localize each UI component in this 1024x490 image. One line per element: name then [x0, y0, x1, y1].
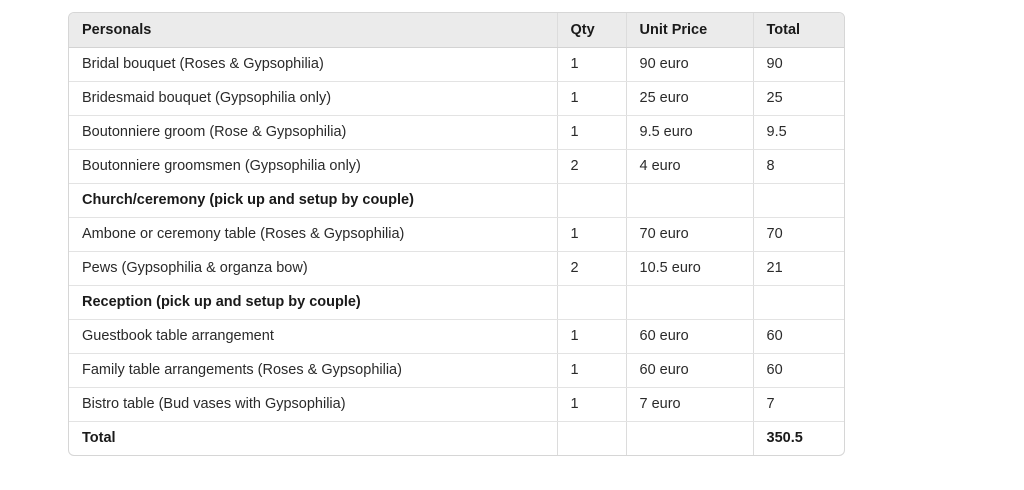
cell-total: 21: [753, 251, 844, 285]
cell-unit-price: 60 euro: [626, 319, 753, 353]
cell-qty: 1: [557, 353, 626, 387]
cell-item: Church/ceremony (pick up and setup by couple): [69, 183, 557, 217]
price-table: [69, 13, 844, 455]
cell-item: Boutonniere groom (Rose & Gypsophilia): [69, 115, 557, 149]
header-total: Total: [753, 13, 844, 47]
table-row: [69, 149, 844, 183]
cell-item: Bridal bouquet (Roses & Gypsophilia): [69, 47, 557, 81]
cell-total: 60: [753, 353, 844, 387]
cell-total: 25: [753, 81, 844, 115]
cell-unit-price: [626, 421, 753, 455]
cell-item: Boutonniere groomsmen (Gypsophilia only): [69, 149, 557, 183]
table-body: [69, 47, 844, 455]
table-row: [69, 251, 844, 285]
cell-item: Ambone or ceremony table (Roses & Gypsophilia): [69, 217, 557, 251]
cell-unit-price: [626, 183, 753, 217]
cell-total: [753, 285, 844, 319]
cell-qty: 1: [557, 217, 626, 251]
cell-unit-price: 60 euro: [626, 353, 753, 387]
table-row: [69, 353, 844, 387]
header-qty: Qty: [557, 13, 626, 47]
cell-qty: [557, 285, 626, 319]
table-row: [69, 319, 844, 353]
cell-qty: 1: [557, 387, 626, 421]
cell-item: Family table arrangements (Roses & Gypsophilia): [69, 353, 557, 387]
header-personals: Personals: [69, 13, 557, 47]
cell-unit-price: 90 euro: [626, 47, 753, 81]
cell-unit-price: [626, 285, 753, 319]
cell-item: Pews (Gypsophilia & organza bow): [69, 251, 557, 285]
cell-total: 60: [753, 319, 844, 353]
cell-item: Total: [69, 421, 557, 455]
section-row: [69, 183, 844, 217]
cell-total: 9.5: [753, 115, 844, 149]
total-row: [69, 421, 844, 455]
cell-unit-price: 70 euro: [626, 217, 753, 251]
cell-unit-price: 25 euro: [626, 81, 753, 115]
section-row: [69, 285, 844, 319]
table-row: [69, 81, 844, 115]
table-row: [69, 47, 844, 81]
cell-item: Bistro table (Bud vases with Gypsophilia): [69, 387, 557, 421]
cell-item: Reception (pick up and setup by couple): [69, 285, 557, 319]
table-header: [69, 13, 844, 47]
cell-qty: 2: [557, 251, 626, 285]
cell-item: Bridesmaid bouquet (Gypsophilia only): [69, 81, 557, 115]
table-row: [69, 115, 844, 149]
cell-unit-price: 4 euro: [626, 149, 753, 183]
cell-total: [753, 183, 844, 217]
cell-total: 7: [753, 387, 844, 421]
cell-qty: 2: [557, 149, 626, 183]
cell-qty: 1: [557, 319, 626, 353]
cell-total: 8: [753, 149, 844, 183]
header-unit-price: Unit Price: [626, 13, 753, 47]
cell-total: 70: [753, 217, 844, 251]
price-table-container: [68, 12, 845, 456]
cell-qty: [557, 421, 626, 455]
header-row: [69, 13, 844, 47]
cell-total: 90: [753, 47, 844, 81]
cell-item: Guestbook table arrangement: [69, 319, 557, 353]
cell-total: 350.5: [766, 430, 803, 447]
cell-qty: [557, 183, 626, 217]
cell-qty: 1: [557, 47, 626, 81]
table-row: [69, 217, 844, 251]
cell-unit-price: 10.5 euro: [626, 251, 753, 285]
cell-unit-price: 7 euro: [626, 387, 753, 421]
cell-qty: 1: [557, 115, 626, 149]
table-row: [69, 387, 844, 421]
cell-unit-price: 9.5 euro: [626, 115, 753, 149]
cell-qty: 1: [557, 81, 626, 115]
